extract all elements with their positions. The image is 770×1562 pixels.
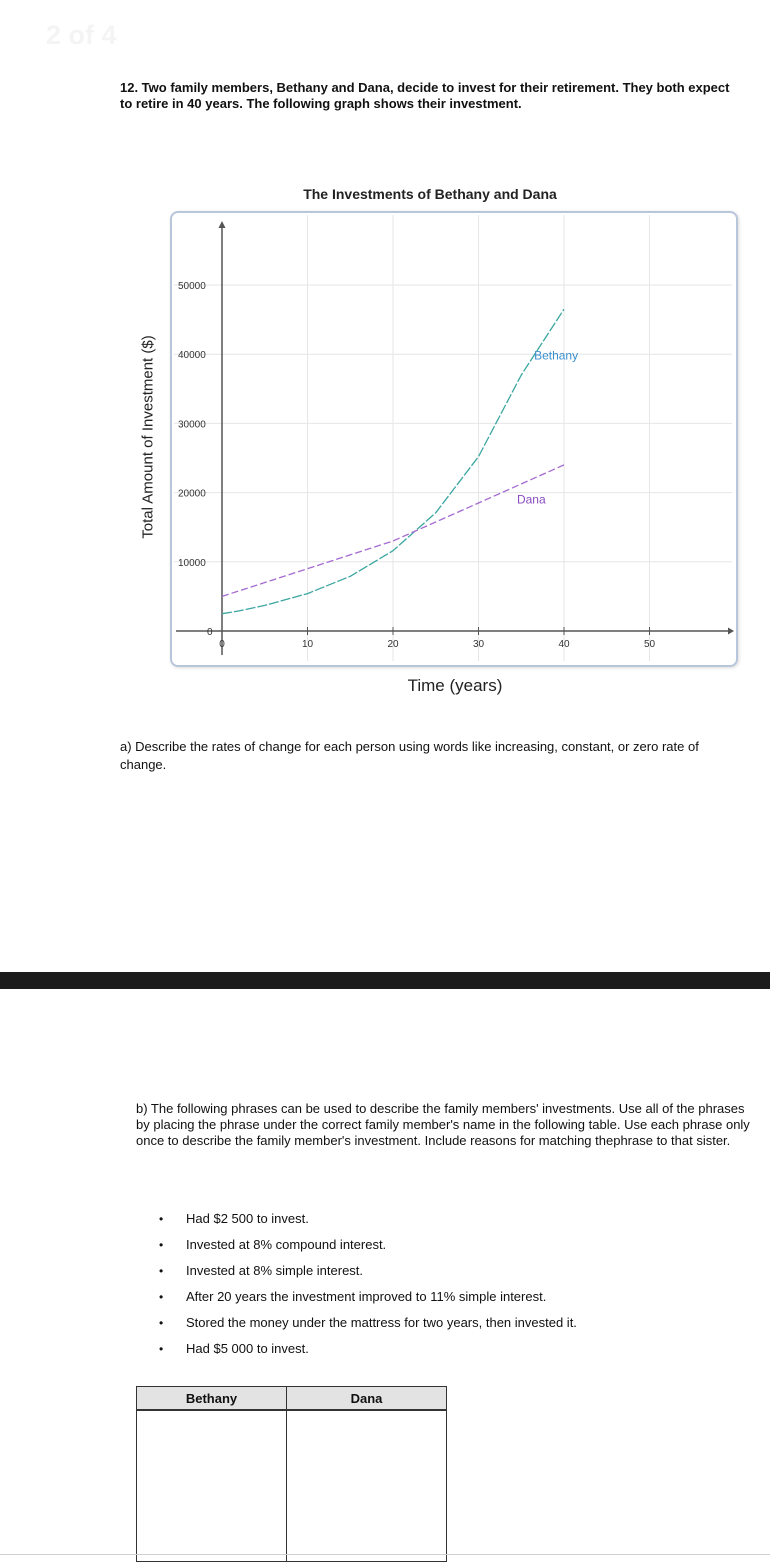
page-divider (0, 972, 770, 989)
chart-y-axis-label: Total Amount of Investment ($) (139, 335, 157, 539)
x-tick-label: 30 (472, 639, 485, 650)
series-label: Dana (516, 492, 546, 507)
list-item (155, 1336, 715, 1362)
y-axis-arrow (219, 221, 226, 228)
y-tick-label: 30000 (178, 419, 206, 431)
answer-cell-dana[interactable] (287, 1410, 447, 1562)
bullet-icon: • (159, 1290, 164, 1304)
bullet-icon: • (159, 1238, 164, 1252)
list-item (155, 1284, 715, 1310)
table-header-bethany: Bethany (137, 1387, 287, 1411)
list-item (155, 1206, 715, 1232)
phrase-text: Had $2 500 to invest. (186, 1211, 309, 1226)
x-axis-arrow (728, 628, 734, 635)
list-item (155, 1258, 715, 1284)
x-tick-label: 10 (301, 639, 314, 650)
page-indicator: 2 of 4 (46, 20, 117, 50)
bullet-icon: • (159, 1264, 164, 1278)
line-chart (0, 0, 770, 700)
bullet-icon: • (159, 1342, 164, 1356)
answer-table (136, 1386, 447, 1562)
phrase-text: Had $5 000 to invest. (186, 1341, 309, 1356)
phrase-text: Invested at 8% compound interest. (186, 1237, 387, 1252)
y-tick-label: 40000 (178, 350, 206, 362)
y-tick-label: 20000 (178, 488, 206, 500)
phrase-text: After 20 years the investment improved to 11% simple interest. (186, 1289, 547, 1304)
chart-x-axis-label: Time (years) (407, 676, 503, 695)
y-tick-label: 0 (207, 627, 213, 638)
series-label: Bethany (534, 348, 579, 363)
x-tick-label: 20 (387, 639, 399, 650)
question-12-text: 12. Two family members, Bethany and Dana, decide to invest for their retirement. They both expect to retire in 40 years. The following graph shows their investment. (120, 80, 730, 111)
bullet-icon: • (159, 1316, 164, 1330)
y-tick-label: 10000 (178, 557, 206, 569)
phrase-text: Invested at 8% simple interest. (186, 1263, 364, 1278)
bottom-rule (0, 1554, 770, 1555)
bullet-icon: • (159, 1212, 164, 1226)
question-b-text: b) The following phrases can be used to describe the family members' investments. Use all of the phrases by placing the phrase under the correct family member's name in the following table. Use each phrase only once to describe the family member's investment. Include reasons for matching thephrase to that sister. (136, 1101, 750, 1148)
x-tick-label: 40 (558, 639, 570, 650)
answer-cell-bethany[interactable] (137, 1410, 287, 1562)
table-header-dana: Dana (287, 1387, 447, 1411)
phrase-list (155, 1206, 715, 1362)
chart-title: The Investments of Bethany and Dana (303, 186, 557, 202)
list-item (155, 1310, 715, 1336)
x-tick-label: 0 (219, 639, 225, 650)
x-tick-label: 50 (643, 639, 656, 650)
question-a-text: a) Describe the rates of change for each person using words like increasing, constant, or zero rate of change. (120, 739, 699, 772)
y-tick-label: 50000 (178, 281, 206, 292)
list-item (155, 1232, 715, 1258)
phrase-text: Stored the money under the mattress for two years, then invested it. (186, 1315, 577, 1330)
